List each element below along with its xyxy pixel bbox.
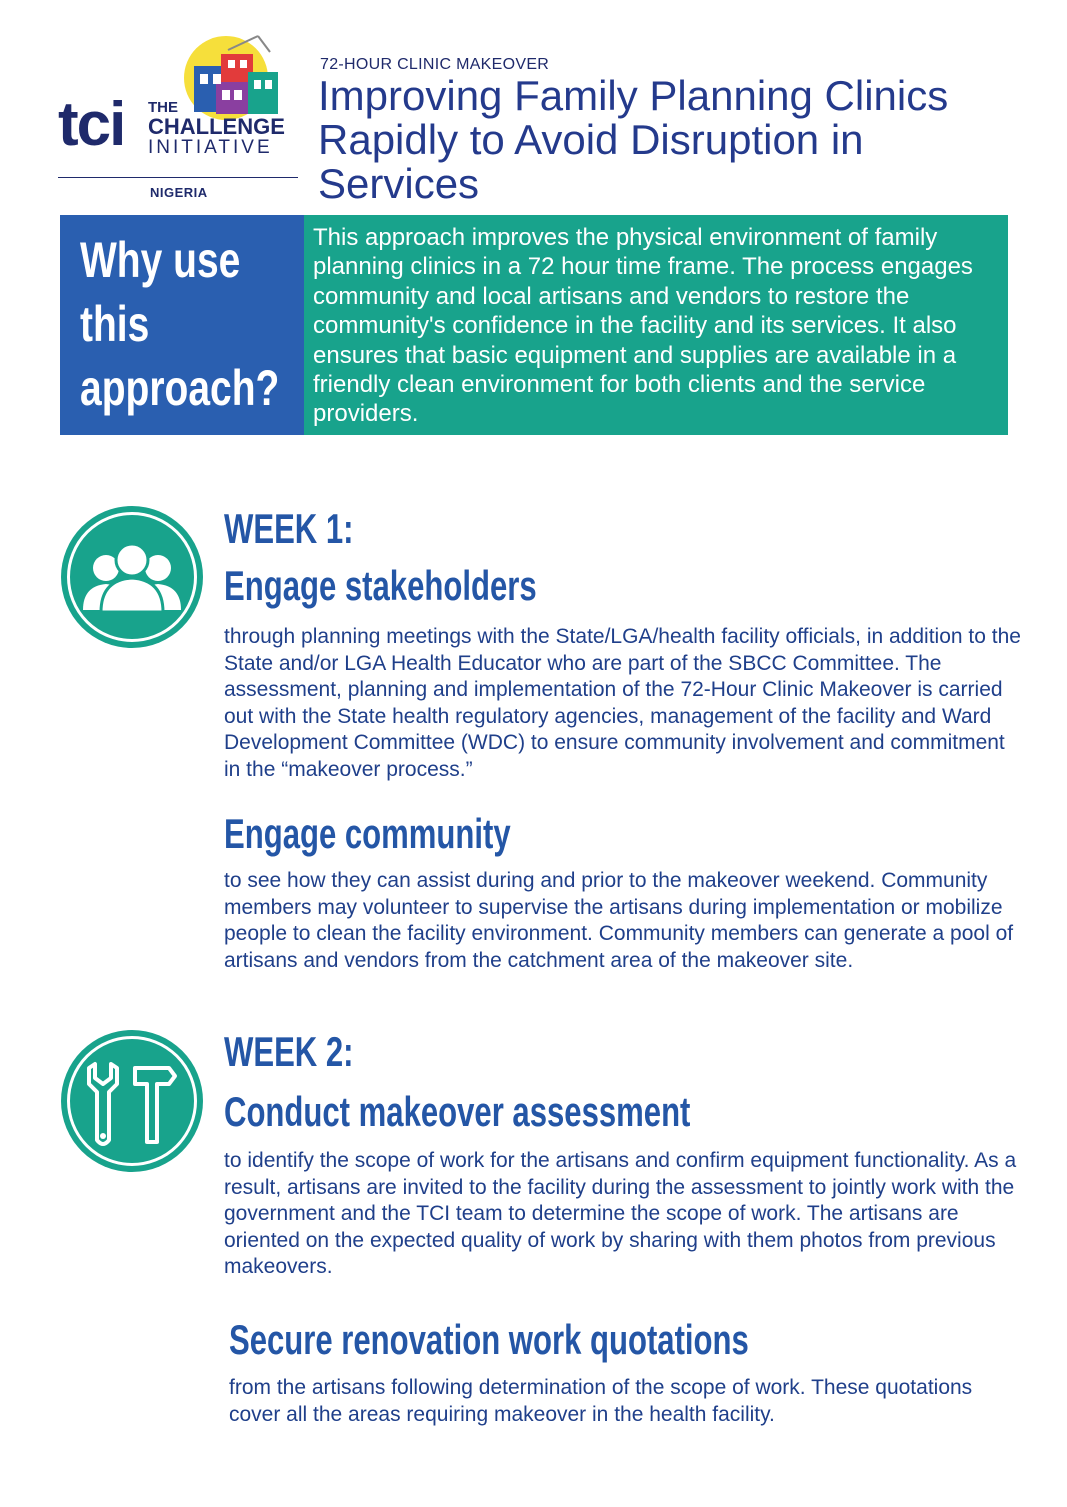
secure-quotations-heading: Secure renovation work quotations (229, 1316, 749, 1363)
week2-label: WEEK 2: (224, 1028, 354, 1075)
secure-quotations-text: from the artisans following determination of the scope of work. These quotations cover all the areas requiring makeover in the health facility. (229, 1376, 973, 1426)
week1-label: WEEK 1: (224, 505, 354, 552)
why-text: This approach improves the physical environment of family planning clinics in a 72 hour time frame. The process engages community and local artisans and vendors to restore the community's confidence in the facility and its services. It also ensures that basic equipment and supplies are available in a friendly clean environment for both clients and the service providers. (313, 224, 973, 428)
week2-heading: Conduct makeover assessment (224, 1088, 691, 1135)
week1-heading: Engage stakeholders (224, 562, 537, 609)
logo-line-challenge: CHALLENGE (148, 114, 285, 139)
week2-text: to identify the scope of work for the artisans and confirm equipment functionality. As a result, artisans are invited to the facility during the assessment to jointly work with the government and the TCI team to determine the scope of work. The artisans are oriented on the expected quality of work by sharing with them photos from previous makeovers. (224, 1149, 1017, 1279)
engage-community-text: to see how they can assist during and prior to the makeover weekend. Community members may volunteer to supervise the artisans during implementation or mobilize people to clean the facility environment. Community members can generate a pool of artisans and vendors from the catchment area of the makeover site. (224, 869, 1014, 972)
logo-line-initiative: INITIATIVE (148, 137, 273, 158)
wrench-hammer-glyph (61, 1030, 203, 1172)
people-group-icon (61, 506, 203, 648)
week1-text: through planning meetings with the State/LGA/health facility officials, in addition to the State and/or LGA Health Educator who are part of the SBCC Committee. The assessment, planning and implementation of the 72-Hour Clinic Makeover is carried out with the State health regulatory agencies, management of the facility and Ward Development Committee (WDC) to ensure community involvement and commitment in the “makeover process.” (224, 625, 1021, 781)
page-kicker: 72-HOUR CLINIC MAKEOVER (320, 56, 550, 73)
tools-icon (61, 1030, 203, 1172)
people-group-glyph (61, 506, 203, 648)
why-label: Why use this approach? (80, 232, 280, 416)
engage-community-heading: Engage community (224, 810, 511, 857)
logo-country: NIGERIA (150, 185, 208, 200)
page-title: Improving Family Planning Clinics Rapidly to Avoid Disruption in Services (318, 72, 949, 207)
logo-divider (58, 177, 298, 178)
tci-logo (58, 30, 303, 205)
logo-wordmark: tci (58, 90, 125, 159)
logo-line-the: THE (148, 99, 178, 116)
